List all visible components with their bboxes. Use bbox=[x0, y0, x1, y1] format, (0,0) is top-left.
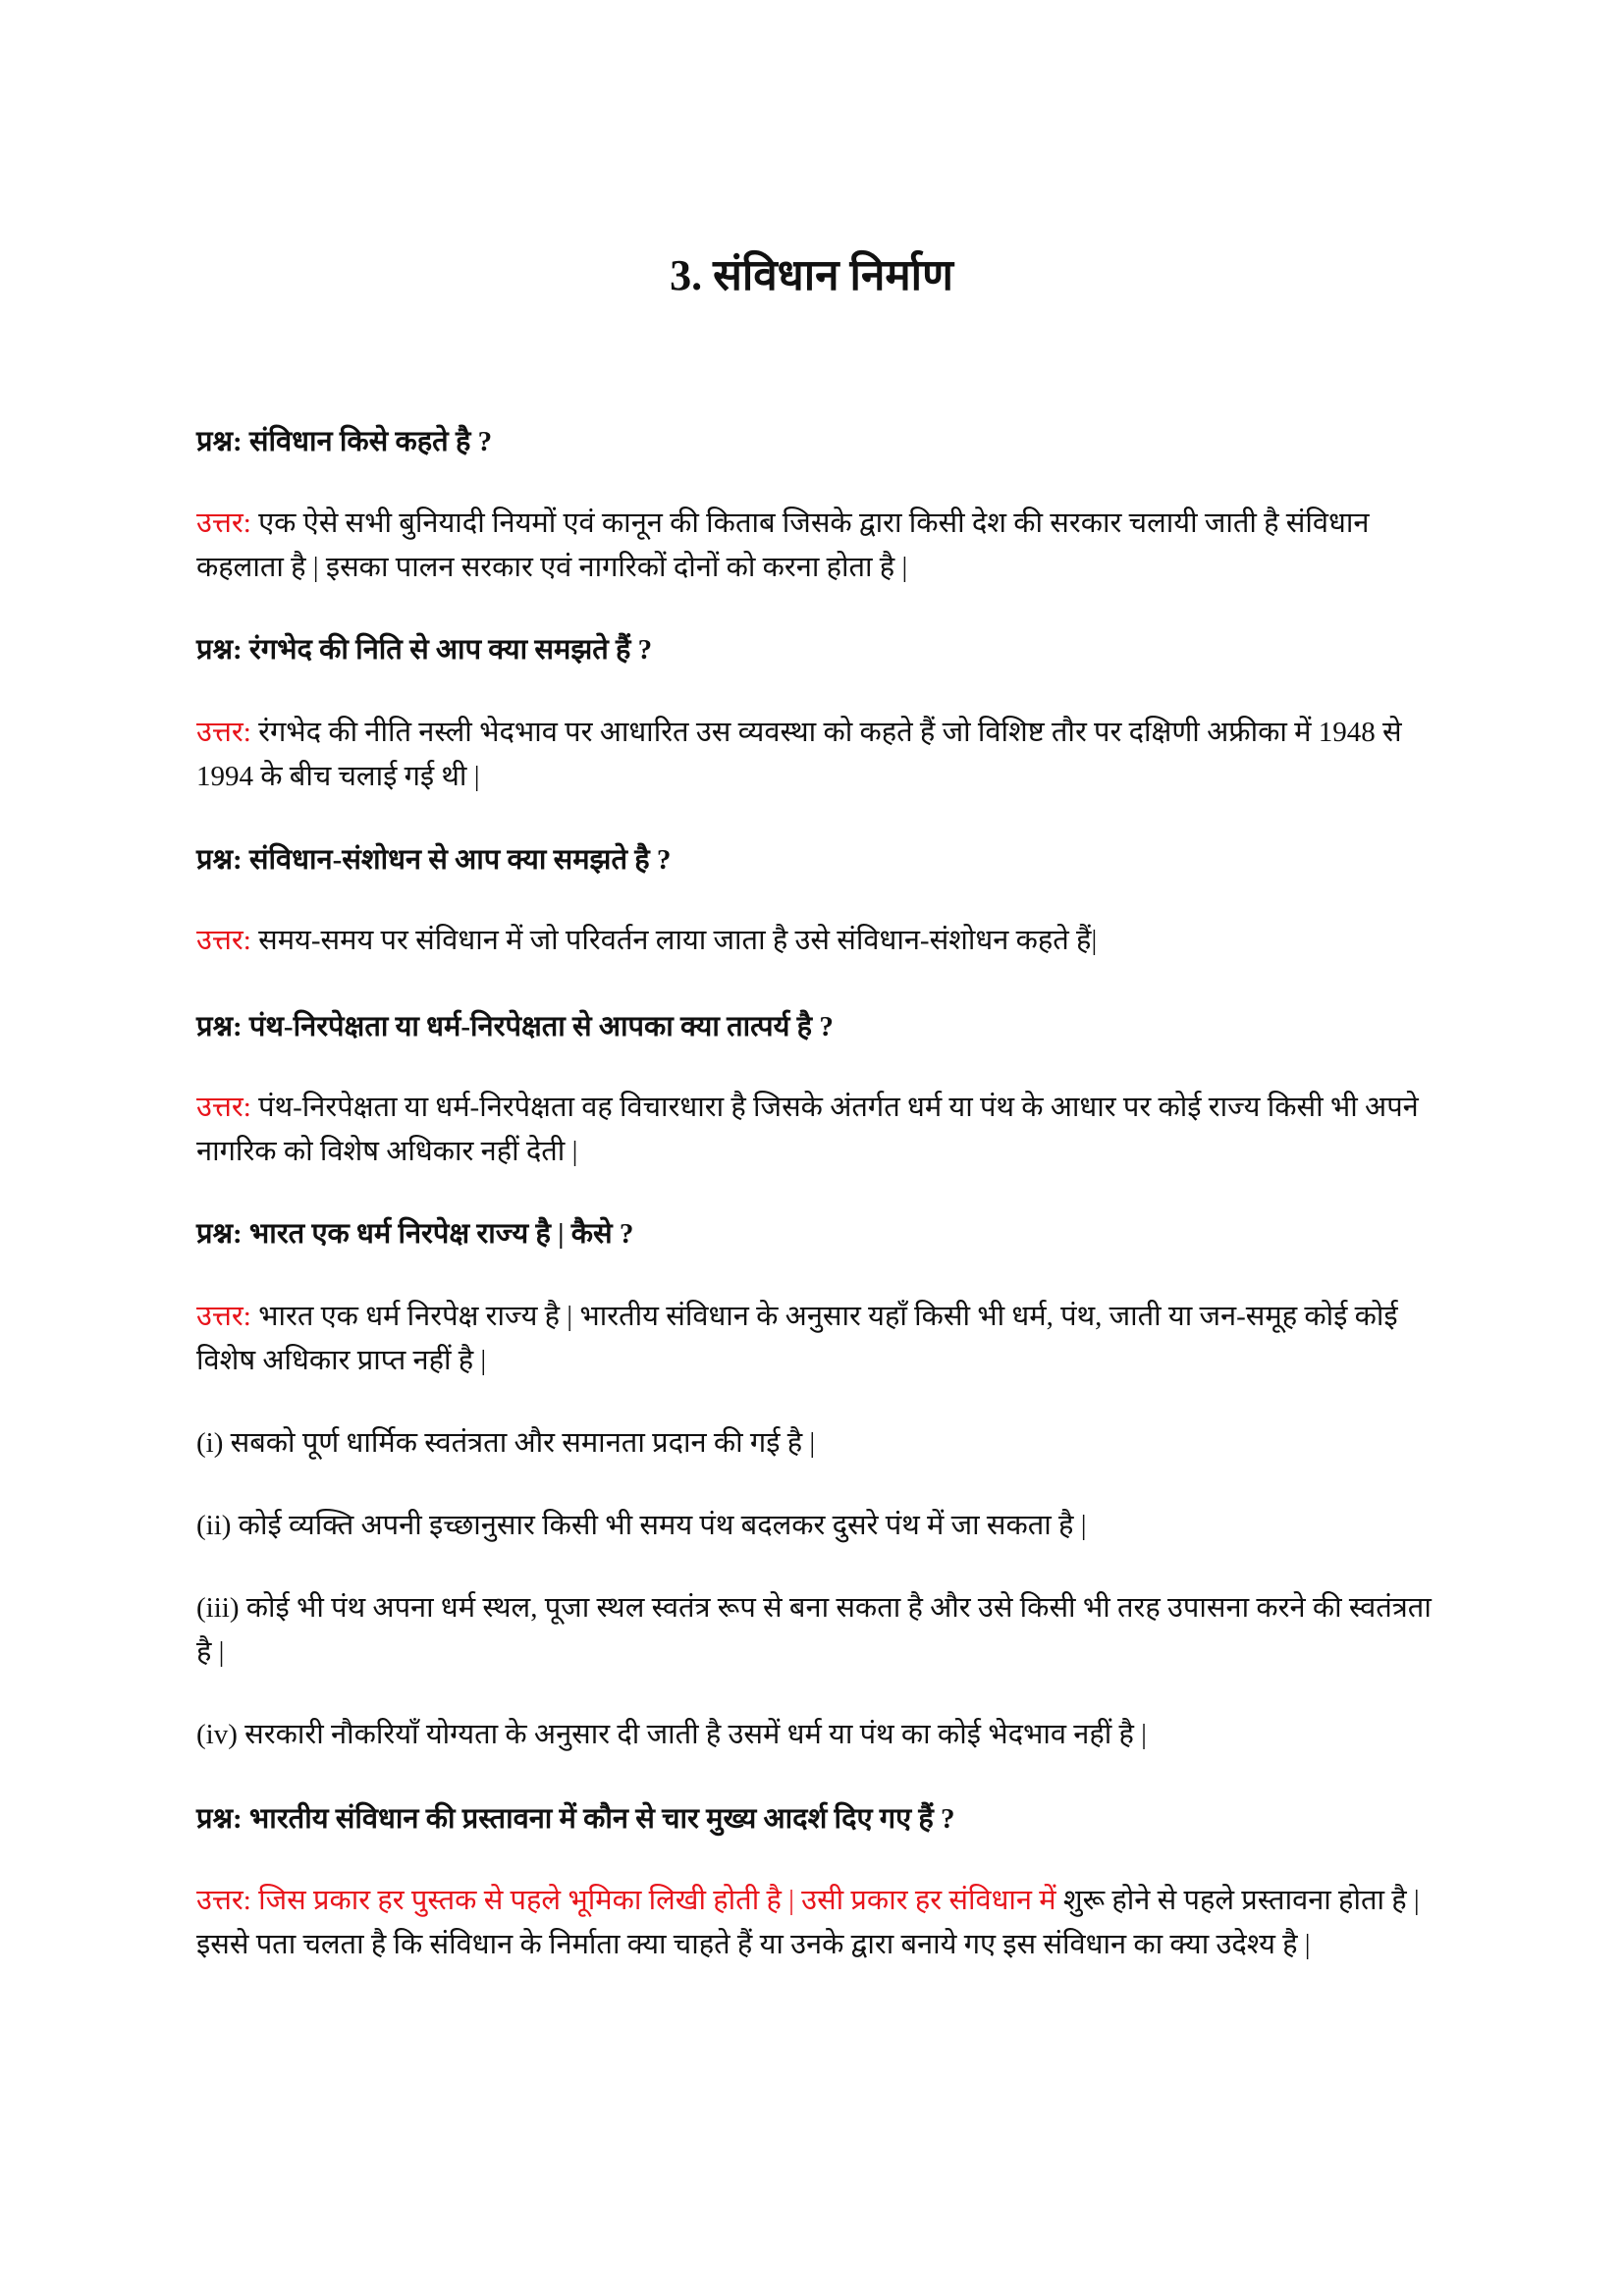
question-3 bbox=[196, 838, 1434, 882]
point-2: (ii) कोई व्यक्ति अपनी इच्छानुसार किसी भी समय पंथ बदलकर दुसरे पंथ में जा सकता है | bbox=[196, 1510, 1087, 1541]
question-6 bbox=[196, 1797, 1434, 1842]
question-5 bbox=[196, 1212, 1434, 1256]
answer-4 bbox=[196, 1086, 1434, 1174]
answer-text: समय-समय पर संविधान में जो परिवर्तन लाया जाता है उसे संविधान-संशोधन कहते हैं| bbox=[258, 925, 1098, 956]
answer-label: उत्तर: bbox=[196, 717, 251, 748]
question-label: प्रश्न: bbox=[196, 1803, 243, 1835]
answer-label: उत्तर: bbox=[196, 1885, 251, 1916]
answer-1 bbox=[196, 502, 1434, 590]
answer-text-highlighted: जिस प्रकार हर पुस्तक से पहले भूमिका लिखी होती है | उसी प्रकार हर संविधान में bbox=[258, 1885, 1056, 1916]
answer-label: उत्तर: bbox=[196, 1092, 251, 1123]
answer-3 bbox=[196, 919, 1434, 963]
answer-label: उत्तर: bbox=[196, 925, 251, 956]
page-title: 3. संविधान निर्माण bbox=[670, 251, 953, 299]
question-label: प्रश्न: bbox=[196, 426, 243, 457]
question-text: संविधान-संशोधन से आप क्या समझते है ? bbox=[248, 844, 672, 876]
answer-6 bbox=[196, 1879, 1434, 1967]
question-text: पंथ-निरपेक्षता या धर्म-निरपेक्षता से आपका क्या तात्पर्य है ? bbox=[248, 1011, 834, 1042]
question-text: भारत एक धर्म निरपेक्ष राज्य है | कैसे ? bbox=[248, 1218, 634, 1250]
question-2 bbox=[196, 628, 1434, 672]
question-label: प्रश्न: bbox=[196, 1011, 243, 1042]
answer-label: उत्तर: bbox=[196, 1301, 251, 1332]
question-text: रंगभेद की निति से आप क्या समझते हैं ? bbox=[248, 634, 653, 666]
point-4: (iv) सरकारी नौकरियाँ योग्यता के अनुसार दी जाती है उसमें धर्म या पंथ का कोई भेदभाव नहीं है | bbox=[196, 1719, 1147, 1750]
question-text: भारतीय संविधान की प्रस्तावना में कौन से चार मुख्य आदर्श दिए गए हैं ? bbox=[248, 1803, 955, 1835]
point-1: (i) सबको पूर्ण धार्मिक स्वतंत्रता और समानता प्रदान की गई है | bbox=[196, 1427, 816, 1459]
answer-text: एक ऐसे सभी बुनियादी नियमों एवं कानून की किताब जिसके द्वारा किसी देश की सरकार चलायी जाती है संविधान कहलाता है | इसका पालन सरकार एवं नागरिकों दोनों को करना होता है | bbox=[196, 507, 1370, 583]
question-1 bbox=[196, 420, 1434, 464]
question-label: प्रश्न: bbox=[196, 844, 243, 876]
question-label: प्रश्न: bbox=[196, 634, 243, 666]
answer-text: भारत एक धर्म निरपेक्ष राज्य है | भारतीय संविधान के अनुसार यहाँ किसी भी धर्म, पंथ, जाती या जन-समूह कोई कोई विशेष अधिकार प्राप्त नहीं है | bbox=[196, 1301, 1398, 1376]
question-label: प्रश्न: bbox=[196, 1218, 243, 1250]
answer-5 bbox=[196, 1295, 1434, 1383]
answer-text: पंथ-निरपेक्षता या धर्म-निरपेक्षता वह विचारधारा है जिसके अंतर्गत धर्म या पंथ के आधार पर कोई राज्य किसी भी अपने नागरिक को विशेष अधिकार नहीं देती | bbox=[196, 1092, 1419, 1167]
question-text: संविधान किसे कहते है ? bbox=[248, 426, 493, 457]
answer-text: रंगभेद की नीति नस्ली भेदभाव पर आधारित उस व्यवस्था को कहते हैं जो विशिष्ट तौर पर दक्षिणी अफ्रीका में 1948 से 1994 के बीच चलाई गई थी | bbox=[196, 717, 1402, 792]
answer-label: उत्तर: bbox=[196, 507, 251, 539]
point-3: (iii) कोई भी पंथ अपना धर्म स्थल, पूजा स्थल स्वतंत्र रूप से बना सकता है और उसे किसी भी तरह उपासना करने की स्वतंत्रता है | bbox=[196, 1592, 1432, 1668]
answer-text: शुरू होने से पहले प्रस्तावना होता है | इससे पता चलता है कि संविधान के निर्माता क्या चाहते हैं या उनके द्वारा बनाये गए इस संविधान का क्या उदेश्य है | bbox=[196, 1885, 1420, 1960]
answer-2 bbox=[196, 711, 1434, 799]
question-4 bbox=[196, 1005, 1434, 1049]
